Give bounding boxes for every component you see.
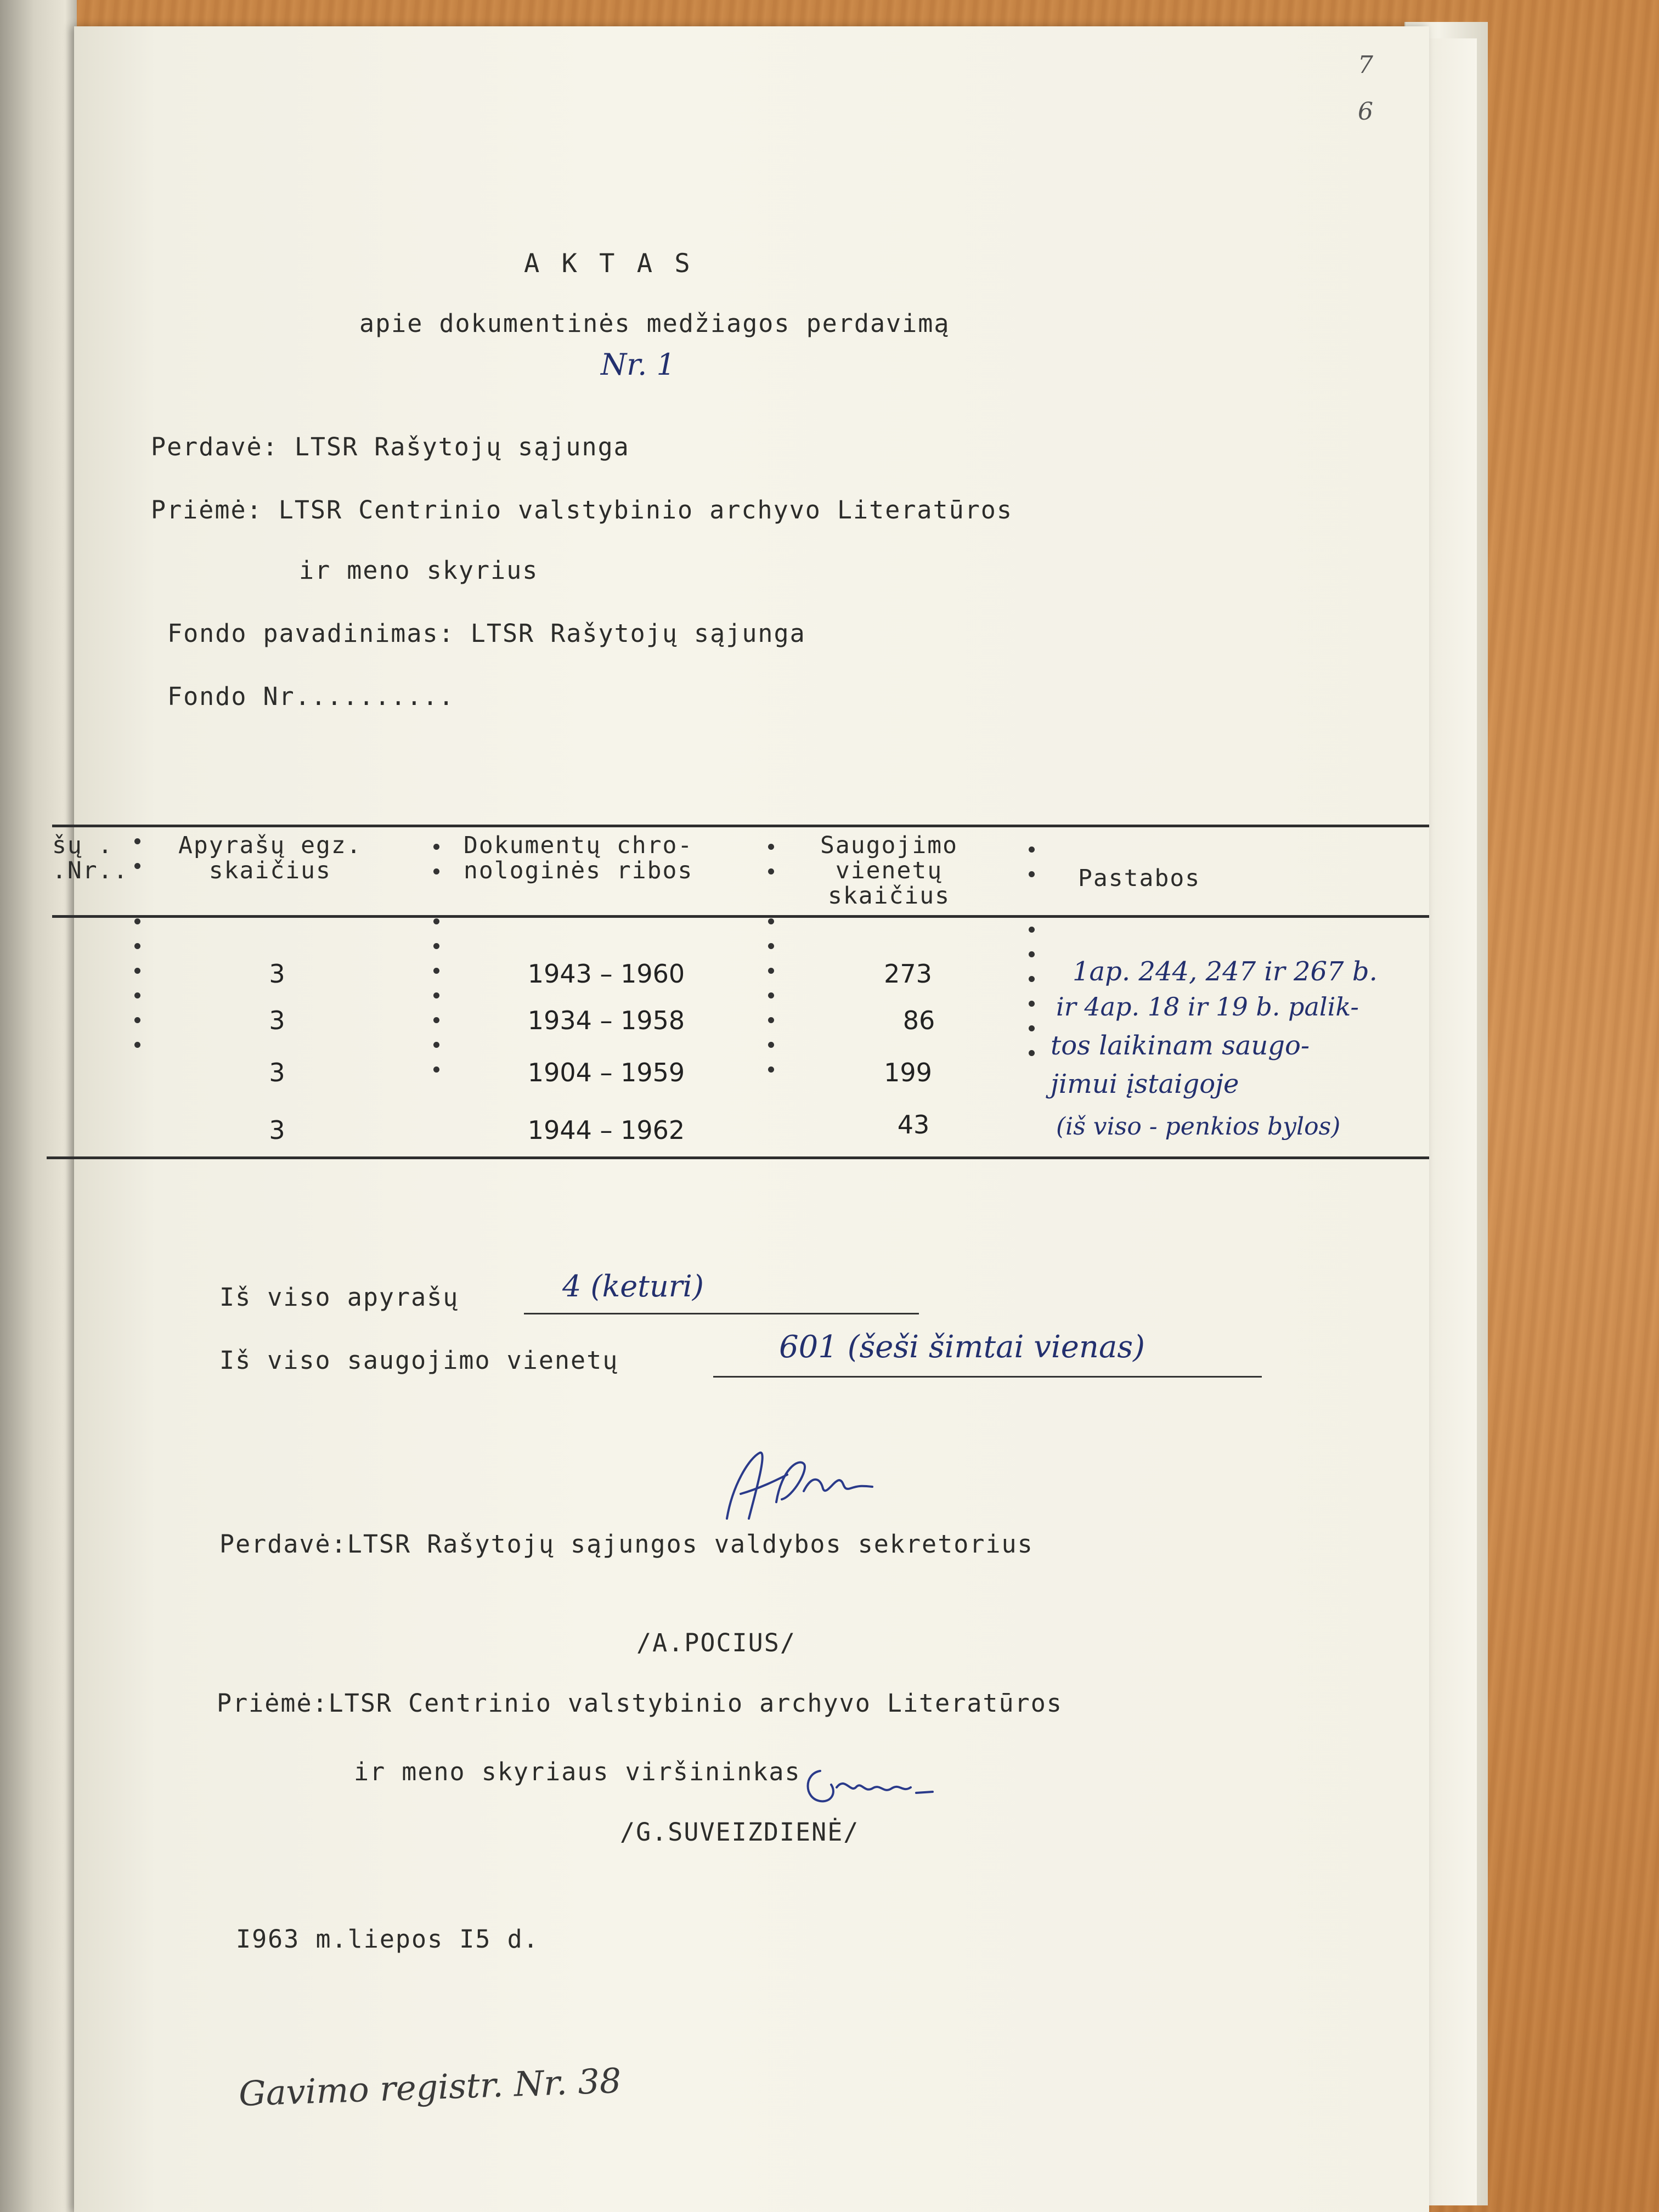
page-number-bottom: 6 — [1358, 98, 1373, 126]
column-separator — [433, 844, 441, 1091]
column-separator — [1029, 847, 1036, 1075]
table-note-line: 1ap. 244, 247 ir 267 b. — [1073, 956, 1378, 987]
received-by-signature-line1: Priėmė:LTSR Centrinio valstybinio archyvo Literatūros — [217, 1689, 1063, 1718]
table-cell-range: 1934 – 1958 — [527, 1006, 685, 1035]
table-cell-range: 1943 – 1960 — [527, 959, 685, 989]
table-cell-copies: 3 — [269, 959, 285, 989]
table-note-line: tos laikinam saugo- — [1051, 1030, 1310, 1061]
table-header-rule — [52, 915, 1429, 918]
total-inventories-label: Iš viso apyrašų — [219, 1283, 459, 1312]
table-cell-units: 199 — [884, 1058, 932, 1087]
table-cell-copies: 3 — [269, 1058, 285, 1087]
total-inventories-underline — [524, 1313, 919, 1314]
column-header-copies: Apyrašų egz. skaičius — [178, 832, 362, 884]
fund-number-field: Fondo Nr.......... — [167, 682, 455, 711]
act-number-handwritten: Nr. 1 — [601, 347, 675, 382]
column-separator — [134, 838, 142, 1066]
table-cell-range: 1944 – 1962 — [527, 1115, 685, 1145]
signature-pocius — [716, 1436, 881, 1535]
total-inventories-value: 4 (keturi) — [562, 1269, 704, 1304]
received-by-field-line1: Priėmė: LTSR Centrinio valstybinio archyvo Literatūros — [151, 495, 1013, 524]
transferred-by-signature-line: Perdavė:LTSR Rašytojų sąjungos valdybos sekretorius — [219, 1530, 1034, 1559]
column-separator — [768, 844, 776, 1091]
column-header-notes: Pastabos — [1078, 865, 1201, 892]
table-note-line: ir 4ap. 18 ir 19 b. palik- — [1056, 992, 1359, 1022]
received-by-signature-line2: ir meno skyriaus viršininkas — [354, 1757, 801, 1786]
column-header-number: šų . .Nr.. — [52, 832, 129, 884]
transferred-by-name: /A.POCIUS/ — [636, 1628, 796, 1657]
page-number-top: 7 — [1358, 51, 1373, 79]
table-cell-copies: 3 — [269, 1006, 285, 1035]
total-units-value: 601 (šeši šimtai vienas) — [779, 1329, 1145, 1365]
table-cell-units: 273 — [884, 959, 932, 989]
table-cell-units: 43 — [897, 1110, 930, 1139]
table-cell-range: 1904 – 1959 — [527, 1058, 685, 1087]
column-header-units: Saugojimo vienetų skaičius — [820, 832, 958, 910]
receipt-registration-note: Gavimo registr. Nr. 38 — [238, 2060, 622, 2114]
total-units-label: Iš viso saugojimo vienetų — [219, 1346, 619, 1375]
transferred-by-field: Perdavė: LTSR Rašytojų sąjunga — [151, 432, 630, 461]
document-title: A K T A S — [524, 249, 693, 279]
received-by-name: /G.SUVEIZDIENĖ/ — [620, 1818, 860, 1847]
signature-suveizdiene — [798, 1754, 941, 1820]
document-date: I963 m.liepos I5 d. — [236, 1925, 539, 1954]
column-header-range: Dokumentų chro- nologinės ribos — [464, 832, 693, 884]
table-cell-copies: 3 — [269, 1115, 285, 1145]
table-top-rule — [52, 825, 1429, 827]
table-bottom-rule — [47, 1156, 1429, 1159]
fund-name-field: Fondo pavadinimas: LTSR Rašytojų sąjunga — [167, 619, 806, 648]
underlying-sheet-2 — [1426, 38, 1477, 2205]
document-page — [52, 26, 1429, 2212]
received-by-field-line2: ir meno skyrius — [299, 556, 539, 585]
table-cell-units: 86 — [902, 1006, 935, 1035]
table-note-line: (iš viso - penkios bylos) — [1056, 1113, 1341, 1141]
document-subtitle: apie dokumentinės medžiagos perdavimą — [359, 309, 950, 338]
table-note-line: jimui įstaigoje — [1051, 1069, 1239, 1099]
total-units-underline — [713, 1376, 1262, 1378]
facing-page-edge — [0, 0, 77, 2212]
